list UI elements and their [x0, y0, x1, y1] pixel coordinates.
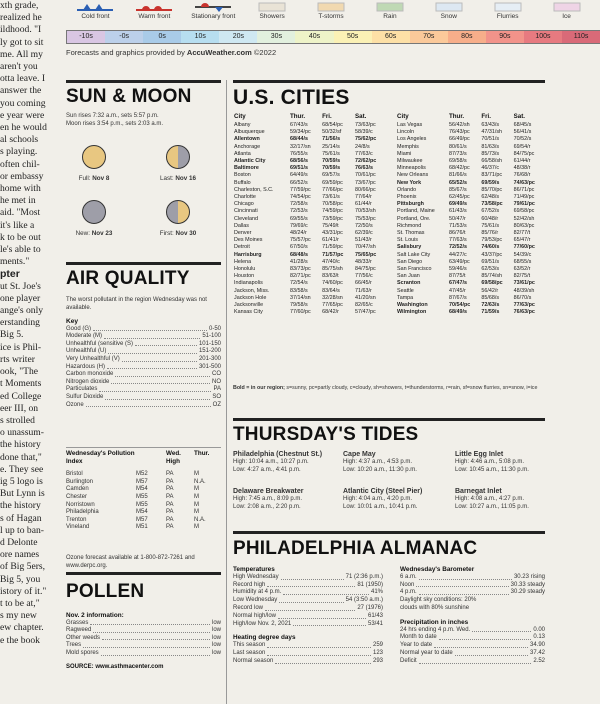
temp-band: 90s [486, 31, 524, 43]
temp-band: 80s [448, 31, 486, 43]
article-line: realized he [0, 12, 42, 24]
article-line: me. All my [0, 48, 43, 60]
article-line: aid. "Most [0, 207, 41, 219]
city-row: Houston 82/71/pc 83/63/t 77/56/c [234, 273, 373, 280]
sun-moon-times [66, 113, 221, 128]
pollen-row: Grasses low [66, 619, 221, 626]
moon-phase-date: Nov 30 [175, 230, 197, 237]
legend-label: Rain [383, 13, 397, 20]
article-line: But Lynn is [0, 488, 45, 500]
article-line: e year were [0, 109, 45, 121]
almanac-row: Normal season 293 [233, 657, 383, 664]
tide-location [233, 488, 303, 511]
article-line: ange's only [0, 305, 44, 317]
city-row: Helena 41/28/s 47/40/c 48/33/r [234, 258, 372, 265]
city-row: Harrisburg 68/48/s 71/57/pc 75/65/pc [234, 251, 377, 258]
city-row: Des Moines 75/57/pc 61/41/r 51/43/r [234, 237, 372, 244]
almanac-row: Normal year to date 37.42 [400, 649, 545, 656]
us-cities-title: U.S. CITIES [233, 86, 350, 109]
moon-phase-label [59, 175, 129, 182]
air-quality-rule [66, 262, 221, 265]
almanac-row: 6 a.m. 30.23 rising [400, 573, 545, 580]
article-line: otta leave. I [0, 73, 46, 85]
city-row: New Orleans 81/66/s 83/71/pc 76/68/r [397, 172, 531, 179]
article-line: t to be at," [0, 597, 40, 609]
city-row: Memphis 80/61/s 81/63/s 69/54/r [397, 143, 531, 150]
legend-item [243, 2, 302, 20]
pollution-row: Bristol M52 PA M [66, 471, 199, 478]
city-row: San Juan 87/75/t 85/74/sh 82/75/t [397, 273, 531, 280]
temp-band: 30s [257, 31, 295, 43]
city-row: Jackson, Miss. 83/58/s 83/64/s 71/63/r [234, 287, 372, 294]
article-line: ore names [0, 549, 40, 561]
article-line: or embassy [0, 170, 44, 182]
moon-phase-name: New: [75, 230, 90, 237]
tide-low: Low: 10:01 a.m., 10:41 p.m. [343, 503, 418, 510]
pollen-row: Ragweed low [66, 627, 221, 634]
almanac-row: Month to date 0.13 [400, 634, 545, 641]
tide-high: High: 4:37 a.m., 4:53 p.m. [343, 458, 413, 465]
article-line: the history [0, 439, 41, 451]
city-row: Cleveland 69/55/s 73/59/pc 75/53/pc [234, 215, 376, 222]
city-row: Charleston, S.C. 77/59/pc 77/66/pc 80/66/pc [234, 186, 376, 193]
city-row: Portland, Ore. 50/47/r 60/48/r 52/42/sh [397, 215, 535, 222]
air-quality-key [66, 318, 221, 409]
article-line: e the book [0, 634, 40, 646]
almanac-row: 24 hrs ending 4 p.m. Wed. 0.00 [400, 626, 545, 633]
article-line: one player [0, 292, 41, 304]
city-row: Honolulu 83/73/pc 85/75/sh 84/75/pc [234, 266, 376, 273]
showers-icon [243, 2, 302, 12]
temp-band: 20s [219, 31, 257, 43]
legend-label: Snow [440, 13, 457, 20]
almanac-left [233, 566, 383, 666]
moon-phase-label [143, 175, 213, 182]
city-row: Orlando 85/67/s 85/70/pc 86/71/pc [397, 186, 535, 193]
city-row: Albuquerque 59/34/pc 50/32/sf 58/39/c [234, 129, 373, 136]
legend-item [537, 2, 596, 20]
article-line: t Moments [0, 378, 42, 390]
city-row: Minneapolis 68/42/pc 46/37/c 48/38/r [397, 165, 531, 172]
almanac-row: Record high 81 (1950) [233, 581, 383, 588]
pollution-row: Burlington M57 PA N.A. [66, 478, 206, 485]
article-line: s strolled [0, 414, 35, 426]
moon-new-icon [82, 200, 106, 224]
tide-location [455, 488, 529, 511]
barometer-title: Wednesday's Barometer [400, 566, 475, 573]
cities-table-left: City Thur. Fri. Sat. Albany 67/43/s 68/54/pc 73/63/pc Albuquerque 59/34/pc 50/32/sf 58/39/c Allentown 68/44/s 71/56/s 75/62/pc Anchorage 32/17/sn 25/14/s 24/8/s Atlanta 76/55/s 75/61/s 77/63/c Atlantic City 68/56/s 70/59/s 72/62/pc Baltimore 69/51/s 70/59/s 76/63/s Boston 64/49/s 69/57/s 70/61/pc Buffalo 66/52/s 69/59/pc 73/67/pc Charleston, S.C. 77/59/pc 77/66/pc 80/66/pc Charlotte 74/54/pc 73/61/s 77/64/r Chicago 72/58/s 70/58/pc 61/44/r Cincinnati 72/53/s 74/59/pc 70/53/sh Cleveland 69/55/s 73/59/pc 75/53/pc Dallas 79/69/c 75/49/t 72/50/s Denver 48/24/r 43/31/pc 62/39/c Des Moines 75/57/pc 61/41/r 51/43/r Detroit 67/50/s 71/59/pc 70/47/sh Harrisburg 68/48/s 71/57/pc 75/65/pc Helena 41/28/s 47/40/c 48/33/r Honolulu 83/73/pc 85/75/sh 84/75/pc Houston 82/71/pc 83/63/t 77/56/c Indianapolis 72/54/s 74/60/pc 66/45/r Jackson, Miss. 83/58/s 83/64/s 71/63/r Jackson Hole 37/14/sn 32/28/sn 41/20/sn Jacksonville 79/58/s 77/65/pc 82/65/c Kansas City 77/60/pc 68/42/r 57/47/pc [233, 113, 387, 316]
almanac-row: Deficit 2.52 [400, 657, 545, 664]
article-line: Big 5. [0, 329, 24, 341]
precip-title: Precipitation in inches [400, 618, 469, 626]
city-row: Baltimore 69/51/s 70/59/s 76/63/s [234, 165, 374, 172]
aq-key-row: Sulfur Dioxide SO [66, 393, 221, 400]
city-row: Allentown 68/44/s 71/56/s 75/62/pc [234, 136, 377, 143]
legend-label: Flurries [496, 13, 519, 20]
city-row: Scranton 67/47/s 69/58/pc 73/61/pc [397, 280, 535, 287]
ozone-footnote: Ozone forecast available at 1-800-872-7261 and www.derpc.org. [66, 555, 195, 569]
tide-high: High: 4:08 a.m., 4:27 p.m. [455, 495, 525, 502]
article-line: rts writer [0, 353, 35, 365]
temp-band: -10s [67, 31, 105, 43]
pollution-row: Camden M54 PA M [66, 486, 199, 493]
tide-location-name: Delaware Breakwater [233, 488, 304, 495]
almanac-right [400, 566, 545, 666]
moon-phase-date: Nov 23 [91, 230, 113, 237]
city-row: Detroit 67/50/s 71/59/pc 70/47/sh [234, 244, 376, 251]
legend-label: Cold front [81, 13, 110, 20]
city-row: Dallas 79/69/c 75/49/t 72/50/s [234, 222, 373, 229]
article-line: of Big 5ers, [0, 561, 46, 573]
daylight-text-2: clouds with 80% sunshine [400, 604, 470, 611]
city-row: Las Vegas 56/42/sh 63/43/s 68/45/s [397, 122, 532, 128]
tide-location-name: Cape May [343, 451, 376, 458]
snow-icon [419, 2, 478, 12]
city-row: Salisbury 72/52/s 74/60/s 77/60/pc [397, 244, 535, 251]
moon-phase-date: Nov 8 [92, 175, 110, 182]
adjacent-article-column [0, 0, 54, 704]
article-line: s of Hagan [0, 512, 42, 524]
pollution-row: Chester M55 PA M [66, 493, 199, 500]
aq-key-row: Moderate (M) 51-100 [66, 333, 221, 340]
article-line: xth grade, [0, 0, 39, 11]
city-row: Cincinnati 72/53/s 74/59/pc 70/53/sh [234, 208, 376, 215]
city-row: Jacksonville 79/58/s 77/65/pc 82/65/c [234, 302, 373, 309]
forecast-credit: Forecasts and graphics provided by AccuWeather.com ©2022 [66, 48, 277, 57]
city-row: Phoenix 62/45/pc 62/48/s 71/49/pc [397, 194, 535, 201]
column-divider [226, 80, 227, 704]
pollen-subtitle: Nov. 2 information: [66, 612, 124, 619]
city-row: Miami 87/73/s 85/73/s 84/75/pc [397, 150, 535, 157]
city-row: Atlanta 76/55/s 75/61/s 77/63/c [234, 150, 373, 157]
city-row: Los Angeles 66/49/pc 70/51/s 70/52/s [397, 136, 532, 143]
pollen-source: SOURCE: www.asthmacenter.com [66, 663, 164, 670]
city-row: Indianapolis 72/54/s 74/60/pc 66/45/r [234, 280, 372, 287]
temp-band: 110s [562, 31, 600, 43]
article-line: ew chapter. [0, 622, 44, 634]
legend-item [125, 2, 184, 20]
article-line: the history [0, 500, 41, 512]
moonrise-text: Moon rises 3:54 p.m., sets 2:03 a.m. [66, 120, 164, 127]
tide-high: High: 4:04 a.m., 4:20 p.m. [343, 495, 413, 502]
flurries-icon [478, 2, 537, 12]
ice-icon [537, 2, 596, 12]
city-row: Kansas City 77/60/pc 68/42/r 57/47/pc [234, 309, 376, 316]
cities-legend: Bold = in our region; s=sunny, pc=partly cloudy, c=cloudy, sh=showers, t=thunderstorms, r=rain, sf=snow flurries, sn=snow, i=ice [233, 385, 538, 391]
daylight-text: Daylight sky conditions: 20% [400, 597, 477, 604]
city-row: Richmond 71/53/s 75/61/s 80/63/pc [397, 222, 535, 229]
tide-location [343, 488, 422, 511]
almanac-row: High/low Nov. 2, 2021 53/41 [233, 620, 383, 627]
almanac-row: Noon 30.33 steady [400, 581, 545, 588]
almanac-row: High Wednesday 71 (2:36 p.m.) [233, 573, 383, 580]
pollen-list [66, 612, 221, 671]
almanac-row: Last season 123 [233, 649, 383, 656]
moon-phase-name: Full: [78, 175, 91, 182]
city-row: Salt Lake City 44/27/c 43/37/pc 54/39/c [397, 251, 532, 258]
warm-front-icon [125, 2, 184, 12]
article-line: k to be out [0, 231, 41, 243]
almanac-row: Normal high/low 61/43 [233, 612, 383, 619]
legend-label: Warm front [138, 13, 171, 20]
legend-item [478, 2, 537, 20]
pollen-row: Trees low [66, 642, 221, 649]
city-row: Atlantic City 68/56/s 70/59/s 72/62/pc [234, 158, 377, 165]
article-line: ments." [0, 256, 30, 268]
almanac-row: Humidity at 4 p.m. 41% [233, 589, 383, 596]
article-line: answer the [0, 85, 42, 97]
legend-label: Showers [259, 13, 285, 20]
moon-phase-label [59, 230, 129, 237]
article-line: eer III, on [0, 402, 39, 414]
city-row: Tampa 87/67/s 85/68/s 86/70/s [397, 294, 532, 301]
temp-band: 60s [372, 31, 410, 43]
cities-table-right: City Thur. Fri. Sat. Las Vegas 56/42/sh 63/43/s 68/45/s Lincoln 76/43/pc 47/31/sh 56/41/s Los Angeles 66/49/pc 70/51/s 70/52/s Memphis 80/61/s 81/63/s 69/54/r Miami 87/73/s 85/73/s 84/75/pc Milwaukee 69/58/s 66/58/sh 61/44/r Minneapolis 68/42/pc 46/37/c 48/38/r New Orleans 81/66/s 83/71/pc 76/68/r New York 65/52/s 69/59/s 74/63/pc Orlando 85/67/s 85/70/pc 86/71/pc Phoenix 62/45/pc 62/48/s 71/49/pc Pittsburgh 69/49/s 73/58/pc 79/61/pc Portland, Maine 61/43/s 67/52/s 69/58/pc Portland, Ore. 50/47/r 60/48/r 52/42/sh Richmond 71/53/s 75/61/s 80/63/pc St. Thomas 86/76/t 85/76/r 82/77/t St. Louis 77/63/s 79/53/pc 65/47/r Salisbury 72/52/s 74/60/s 77/60/pc Salt Lake City 44/27/c 43/37/pc 54/39/c San Diego 63/49/pc 69/51/s 68/55/s San Francisco 59/46/s 62/53/s 63/52/r San Juan 87/75/t 85/74/sh 82/75/t Scranton 67/47/s 69/58/pc 73/61/pc Seattle 47/45/r 56/42/r 48/39/sh Tampa 87/67/s 85/68/s 86/70/s Washington 70/54/pc 72/63/s 77/63/pc Wilmington 68/49/s 71/59/s 76/63/pc [396, 113, 545, 316]
stationary-front-icon [184, 2, 243, 12]
tide-location-name: Little Egg Inlet [455, 451, 504, 458]
sunrise-text: Sun rises 7:32 a.m., sets 5:57 p.m. [66, 113, 159, 119]
article-line: aren't you [0, 61, 38, 73]
tides-title: THURSDAY'S TIDES [233, 424, 419, 445]
city-row: New York 65/52/s 69/59/s 74/63/pc [397, 179, 535, 186]
city-row: Albany 67/43/s 68/54/pc 73/63/pc [234, 122, 376, 128]
pollen-row: Other weeds low [66, 634, 221, 641]
article-line: ut St. Joe's [0, 280, 41, 292]
tide-high: High: 10:04 a.m., 10:27 p.m. [233, 458, 309, 465]
aq-key-row: Nitrogen dioxide NO [66, 378, 221, 385]
city-row: Denver 48/24/r 43/31/pc 62/39/c [234, 230, 373, 237]
pollen-title: POLLEN [66, 581, 145, 602]
moon-first-icon [166, 200, 190, 224]
tide-location [343, 451, 417, 474]
legend-item [360, 2, 419, 20]
aq-key-row: Ozone OZ [66, 401, 221, 408]
almanac-title: PHILADELPHIA ALMANAC [233, 538, 478, 559]
article-line: le's able to [0, 244, 41, 256]
weather-legend [56, 0, 600, 66]
tide-low: Low: 10:27 a.m., 11:05 p.m. [455, 503, 529, 510]
temp-band: 70s [410, 31, 448, 43]
temp-band: -0s [105, 31, 143, 43]
aq-key-row: Hazardous (H) 301-500 [66, 363, 221, 370]
moon-phase-name: First: [159, 230, 174, 237]
article-line: you coming [0, 97, 46, 109]
almanac-row: Low Wednesday 54 (3:50 a.m.) [233, 597, 383, 604]
sun-moon-title: SUN & MOON [66, 86, 192, 107]
moon-phase-date: Nov 16 [175, 175, 197, 182]
city-row: Wilmington 68/49/s 71/59/s 76/63/pc [397, 309, 535, 316]
city-row: San Francisco 59/46/s 62/53/s 63/52/r [397, 266, 531, 273]
legend-label: Stationary front [191, 13, 236, 20]
tide-location-name: Atlantic City (Steel Pier) [343, 488, 423, 495]
legend-item [184, 2, 243, 20]
tide-low: Low: 10:45 a.m., 11:30 p.m. [455, 466, 529, 473]
article-line: al schools [0, 134, 39, 146]
temperature-scale [66, 30, 600, 44]
temp-band: 50s [334, 31, 372, 43]
moon-last-icon [166, 145, 190, 169]
tide-high: High: 7:45 a.m., 8:09 p.m. [233, 495, 303, 502]
tides-grid [233, 451, 545, 521]
city-row: St. Louis 77/63/s 79/53/pc 65/47/r [397, 237, 531, 244]
article-line: e. They see [0, 463, 44, 475]
article-line: ook, "The [0, 366, 39, 378]
article-line: done that," [0, 451, 42, 463]
temp-band: 10s [181, 31, 219, 43]
city-row: St. Thomas 86/76/t 85/76/r 82/77/t [397, 230, 531, 237]
city-row: Boston 64/49/s 69/57/s 70/61/pc [234, 172, 376, 179]
temp-band: 100s [524, 31, 562, 43]
article-line: ice is Phil- [0, 341, 42, 353]
tide-location [233, 451, 322, 474]
tide-high: High: 4:46 a.m., 5:08 p.m. [455, 458, 525, 465]
tide-low: Low: 2:08 a.m., 2:20 p.m. [233, 503, 301, 510]
tide-low: Low: 4:27 a.m., 4:41 p.m. [233, 466, 301, 473]
article-line: pter [0, 268, 20, 281]
tide-location [455, 451, 529, 474]
almanac-row: Record low 27 (1976) [233, 604, 383, 611]
legend-item [419, 2, 478, 20]
aq-key-row: Particulates PA [66, 386, 221, 393]
city-row: Anchorage 32/17/sn 25/14/s 24/8/s [234, 143, 370, 150]
aq-key-row: Unhealthful (sensitive (S) 101-150 [66, 340, 221, 347]
article-line: ig 5 logo is [0, 475, 43, 487]
article-line: d Delonte [0, 536, 38, 548]
legend-label: T-storms [318, 13, 344, 20]
air-quality-intro: The worst pollutant in the region Wednesday was not available. [66, 297, 207, 311]
key-title: Key [66, 318, 79, 325]
temp-band: 0s [143, 31, 181, 43]
heating-title: Heating degree days [233, 634, 296, 642]
article-line: l up to ban- [0, 524, 44, 536]
tstorms-icon [302, 2, 361, 12]
aq-divider [66, 447, 221, 448]
article-line: en he would [0, 122, 47, 134]
pollution-row: Norristown M55 PA M [66, 501, 199, 508]
pollution-row: Trenton M57 PA N.A. [66, 516, 206, 523]
pollen-row: Mold spores low [66, 649, 221, 656]
city-row: Charlotte 74/54/pc 73/61/s 77/64/r [234, 194, 372, 201]
pollution-row: Vineland M51 PA M [66, 524, 199, 531]
city-row: Jackson Hole 37/14/sn 32/28/sn 41/20/sn [234, 294, 376, 301]
article-line: s playing. [0, 146, 38, 158]
almanac-row: Year to date 34.90 [400, 642, 545, 649]
cold-front-icon [66, 2, 125, 12]
article-line: istory of it." [0, 585, 47, 597]
accuweather-brand: AccuWeather.com [186, 48, 252, 57]
rain-icon [360, 2, 419, 12]
aq-key-row: Carbon monoxide CO [66, 371, 221, 378]
article-line: o unassum- [0, 427, 44, 439]
article-line: it's like a [0, 219, 35, 231]
sun-moon-rule [66, 80, 221, 83]
almanac-rule [233, 531, 545, 534]
city-row: Portland, Maine 61/43/s 67/52/s 69/58/pc [397, 208, 535, 215]
tide-location-name: Philadelphia (Chestnut St.) [233, 451, 323, 458]
pollution-index-table: Wednesday's Pollution Index Wed. High Thur. Bristol M52 PA M Burlington M57 PA N.A. Camden M54 PA M Chester M55 PA M Norristown M55 PA M Philadelphia M54 PA M Trenton M57 PA N.A. Vineland M51 PA M [66, 450, 221, 532]
city-row: Pittsburgh 69/49/s 73/58/pc 79/61/pc [397, 201, 535, 208]
city-row: San Diego 63/49/pc 69/51/s 68/55/s [397, 258, 532, 265]
pollen-rule [66, 572, 221, 575]
city-row: Seattle 47/45/r 56/42/r 48/39/sh [397, 287, 535, 294]
city-row: Chicago 72/58/s 70/58/pc 61/44/r [234, 201, 372, 208]
legend-item [302, 2, 361, 20]
temperatures-title: Temperatures [233, 566, 275, 573]
article-line: often chil- [0, 158, 40, 170]
article-line: erstanding [0, 317, 40, 329]
city-row: Washington 70/54/pc 72/63/s 77/63/pc [397, 302, 535, 309]
legend-label: Ice [562, 13, 571, 20]
us-cities-rule [233, 80, 545, 83]
aq-key-row: Unhealthful (U) 151-200 [66, 348, 221, 355]
article-line: s my new [0, 610, 37, 622]
moon-phases [66, 135, 221, 250]
article-line: ildhood. "I [0, 24, 42, 36]
tides-rule [233, 418, 545, 421]
article-line: he met in [0, 195, 36, 207]
almanac-row: This season 259 [233, 642, 383, 649]
tide-location-name: Barnegat Inlet [455, 488, 502, 495]
city-row: Milwaukee 69/58/s 66/58/sh 61/44/r [397, 158, 531, 165]
article-line: Big 5, you [0, 573, 41, 585]
air-quality-title: AIR QUALITY [66, 268, 190, 289]
city-row: Lincoln 76/43/pc 47/31/sh 56/41/s [397, 129, 532, 136]
almanac-row: 4 p.m. 30.29 steady [400, 589, 545, 596]
article-line: ly got to sit [0, 36, 44, 48]
article-line: ed College [0, 390, 42, 402]
article-line: home with [0, 183, 41, 195]
aq-key-row: Very Unhealthful (V) 201-300 [66, 355, 221, 362]
legend-symbols [66, 2, 596, 20]
legend-item [66, 2, 125, 20]
moon-phase-name: Last: [159, 175, 174, 182]
temp-band: 40s [295, 31, 333, 43]
moon-phase-label [143, 230, 213, 237]
pollution-row: Philadelphia M54 PA M [66, 509, 199, 516]
moon-full-icon [82, 145, 106, 169]
city-row: Buffalo 66/52/s 69/59/pc 73/67/pc [234, 179, 376, 186]
tide-low: Low: 10:20 a.m., 11:30 p.m. [343, 466, 417, 473]
aq-key-row: Good (G) 0-50 [66, 325, 221, 332]
